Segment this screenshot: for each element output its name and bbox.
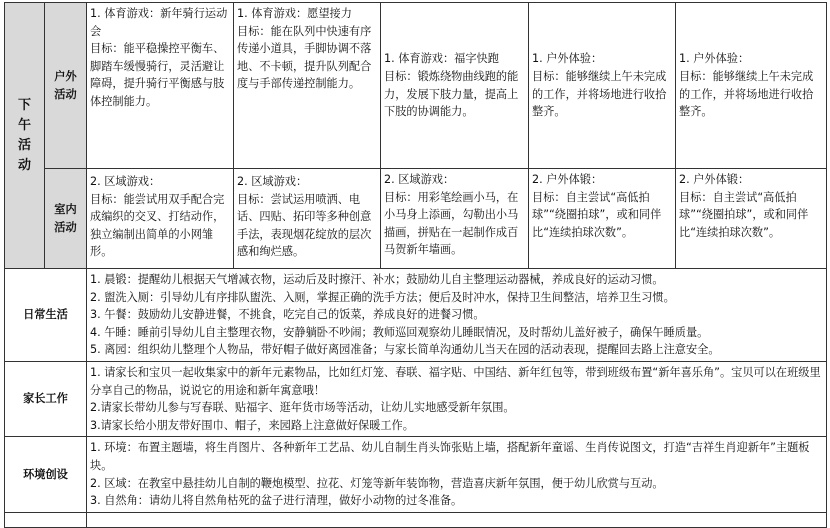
parents-work-content (87, 361, 827, 436)
daily-life-text: 1. 晨锻：提醒幼儿根据天气增减衣物，运动后及时擦汗、补水；鼓励幼儿自主整理运动器械，养成良好的运动习惯。 2. 盥洗入厕：引导幼儿有序排队盥洗、入厕，掌握正确的洗手方法；便后及时冲水，保持卫生间整洁，培养卫生习惯。 3. 午餐：鼓励幼儿安静进餐，不挑食，吃完自己的饭菜，养成良好的进餐习惯。 4. 午睡：睡前引导幼儿自主整理衣物，安静躺卧不吵闹；教师巡回观察幼儿睡眠情况，及时帮幼儿盖好被子，确保午睡质量。 5. 离园：组织幼儿整理个人物品，带好帽子做好离园准备；与家长简单沟通幼儿当天在园的活动表现，提醒回去路上注意安全。 (90, 273, 720, 357)
afternoon-indoor-col4: 2. 户外体锻： 目标：自主尝试“高低拍球”“绕圈拍球”，或和同伴比“连续拍球次数”。 (529, 169, 676, 269)
environment-text: 1. 环境：布置主题墙，将生肖图片、各种新年工艺品、幼儿自制生肖头饰张贴上墙，搭配新年童谣、生肖传说图文，打造“吉祥生肖迎新年”主题板块。 2. 区域：在教室中悬挂幼儿自制的鞭炮模型、拉花、灯笼等新年装饰物，营造喜庆新年氛围，便于幼儿欣赏与互动。 3. 自然角：请幼儿将自然角枯死的盆子进行清理，做好小动物的过冬准备。 (90, 441, 810, 508)
afternoon-outdoor-col4 (529, 3, 676, 169)
daily-life-label: 日常生活 (5, 269, 87, 362)
afternoon-outdoor-col4-text: 1. 户外体验： 目标：能够继续上午未完成的工作，并将场地进行收拾整齐。 (532, 52, 667, 119)
afternoon-outdoor-row (5, 3, 827, 169)
parents-row (5, 361, 827, 436)
afternoon-indoor-col3: 2. 区域游戏： 目标：用彩笔绘画小马，在小马身上添画，勾勒出小马描画，拼贴在一起制作成百马贺新年墙画。 (381, 169, 529, 269)
table-bottom-row (5, 512, 827, 527)
environment-content (87, 437, 827, 512)
outdoor-activity-label: 户外活动 (45, 3, 87, 169)
daily-life-content (87, 269, 827, 362)
afternoon-indoor-col1: 2. 区域游戏： 目标：能尝试用双手配合完成编织的交叉、打结动作，独立编制出简单的小网雏形。 (87, 169, 234, 269)
afternoon-indoor-col2: 2. 区域游戏： 目标：尝试运用喷洒、电话、四贴、拓印等多种创意手法，表现烟花绽放的层次感和绚烂感。 (234, 169, 381, 269)
indoor-activity-label: 室内活动 (45, 169, 87, 269)
afternoon-indoor-col5: 2. 户外体锻： 目标：自主尝试“高低拍球”“绕圈拍球”，或和同伴比“连续拍球次数”。 (676, 169, 827, 269)
parents-work-label: 家长工作 (5, 361, 87, 436)
afternoon-outdoor-col1: 1. 体育游戏：新年骑行运动会 目标：能平稳操控平衡车、脚踏车缓慢骑行，灵活避让障碍，提升骑行平衡感与肢体控制能力。 (87, 3, 234, 169)
afternoon-outdoor-col2: 1. 体育游戏：愿望接力 目标：能在队列中快速有序传递小道具，手脚协调不落地、不卡顿，提升队列配合度与手部传递控制能力。 (234, 3, 381, 169)
table-bottom-left-cell (5, 512, 87, 527)
daily-life-row (5, 269, 827, 362)
afternoon-outdoor-col3-text: 1. 体育游戏：福字快跑 目标：锻炼绕物曲线跑的能力，发展下肢力量，提高上下肢的协调能力。 (384, 52, 519, 119)
afternoon-outdoor-col5-text: 1. 户外体验： 目标：能够继续上午未完成的工作，并将场地进行收拾整齐。 (679, 52, 814, 119)
weekly-plan-table (4, 2, 827, 528)
afternoon-section-label: 下午活动 (5, 3, 45, 269)
table-bottom-right-cell (87, 512, 827, 527)
afternoon-outdoor-col5 (676, 3, 827, 169)
parents-work-text: 1. 请家长和宝贝一起收集家中的新年元素物品，比如红灯笼、春联、福字贴、中国结、新年红包等，带到班级布置“新年喜乐角”。宝贝可以在班级里分享自己的物品，说说它的用途和新年寓意哦！ 2.请家长带幼儿参与写春联、贴福字、逛年货市场等活动，让幼儿实地感受新年氛围。 3.请家长给小朋友带好围巾、帽子，来园路上注意做好保暖工作。 (90, 365, 821, 432)
environment-label: 环境创设 (5, 437, 87, 512)
afternoon-outdoor-col3 (381, 3, 529, 169)
environment-row (5, 437, 827, 512)
afternoon-indoor-row (5, 169, 827, 269)
